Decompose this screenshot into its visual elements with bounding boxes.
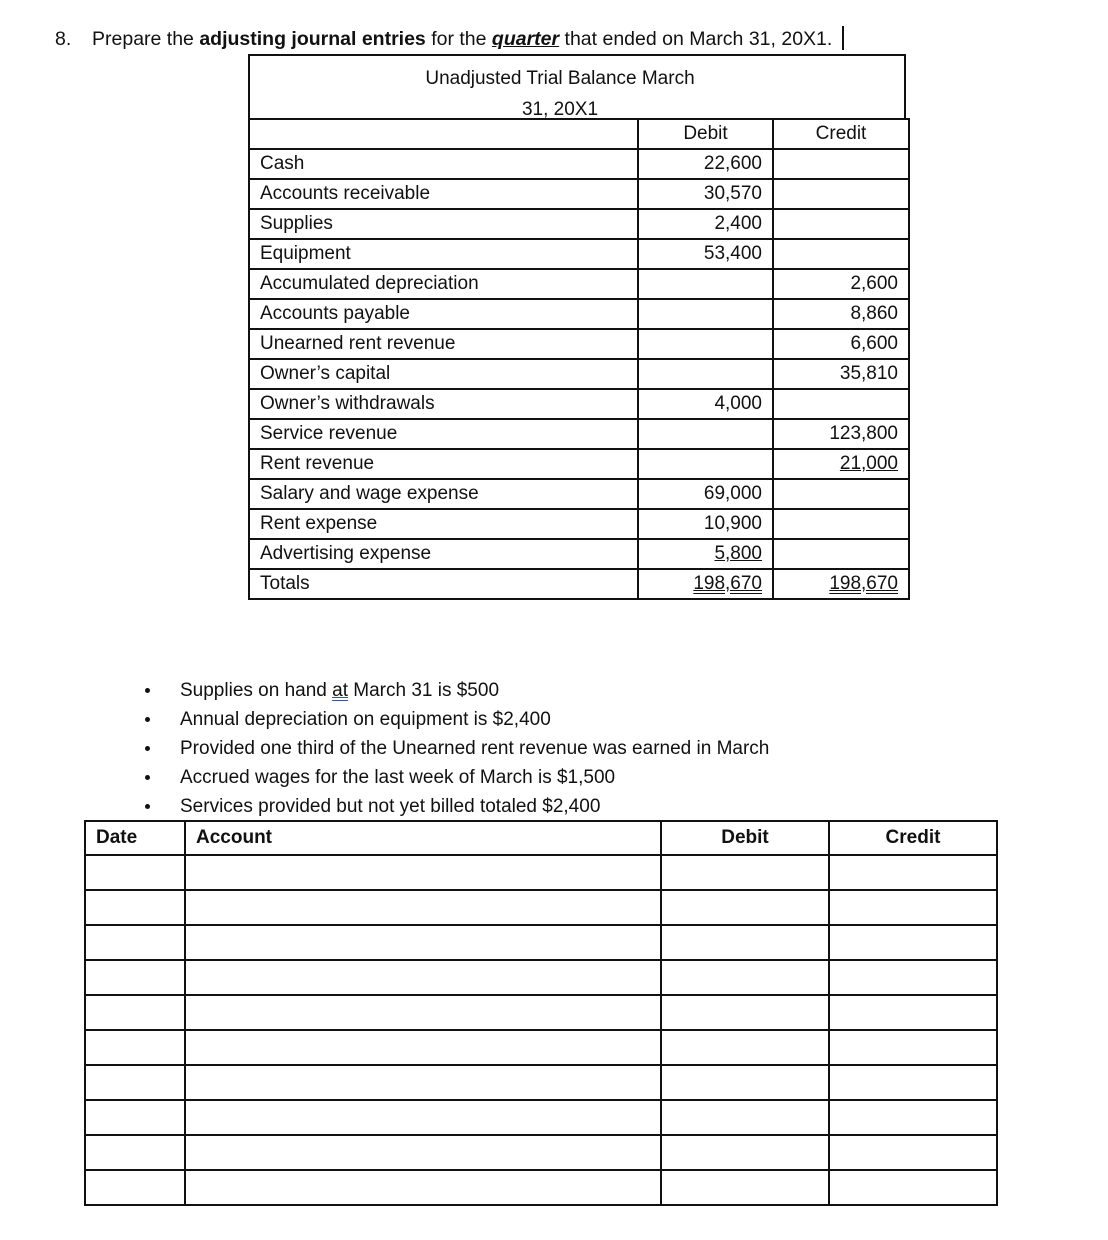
account-cell[interactable] <box>185 1170 661 1205</box>
debit-cell[interactable] <box>661 1065 829 1100</box>
journal-header-account: Account <box>185 821 661 855</box>
table-row <box>249 209 909 239</box>
account-name: Unearned rent revenue <box>249 329 638 359</box>
credit-amount <box>773 389 909 419</box>
journal-header-row <box>85 821 997 855</box>
debit-amount <box>638 269 773 299</box>
text-cursor <box>842 26 844 50</box>
bullet-icon <box>145 688 150 693</box>
account-cell[interactable] <box>185 995 661 1030</box>
debit-amount: 4,000 <box>638 389 773 419</box>
credit-amount: 123,800 <box>773 419 909 449</box>
credit-amount <box>773 209 909 239</box>
list-item <box>140 705 769 734</box>
account-name: Cash <box>249 149 638 179</box>
bullet-icon <box>145 746 150 751</box>
account-name: Accounts receivable <box>249 179 638 209</box>
credit-amount <box>773 479 909 509</box>
fact-text: Supplies on hand <box>180 680 327 701</box>
bullet-icon <box>145 775 150 780</box>
account-cell[interactable] <box>185 960 661 995</box>
journal-entry-table <box>84 820 998 1206</box>
debit-cell[interactable] <box>661 1170 829 1205</box>
account-cell[interactable] <box>185 925 661 960</box>
list-item <box>140 676 769 705</box>
debit-amount: 53,400 <box>638 239 773 269</box>
credit-amount <box>773 239 909 269</box>
account-name: Accounts payable <box>249 299 638 329</box>
table-row <box>249 269 909 299</box>
trial-balance-title-line1: Unadjusted Trial Balance March <box>425 68 695 89</box>
account-name: Equipment <box>249 239 638 269</box>
debit-cell[interactable] <box>661 855 829 890</box>
credit-cell[interactable] <box>829 1065 997 1100</box>
journal-row[interactable] <box>85 960 997 995</box>
question-bold-phrase: adjusting journal entries <box>199 28 426 50</box>
credit-cell[interactable] <box>829 925 997 960</box>
adjustment-facts-list <box>140 676 769 821</box>
journal-row[interactable] <box>85 890 997 925</box>
table-row <box>249 149 909 179</box>
account-name: Owner’s capital <box>249 359 638 389</box>
account-cell[interactable] <box>185 1030 661 1065</box>
debit-cell[interactable] <box>661 1030 829 1065</box>
header-account <box>249 119 638 149</box>
credit-cell[interactable] <box>829 1170 997 1205</box>
total-credit-cell <box>773 569 909 599</box>
trial-balance-title-box <box>248 54 906 118</box>
trial-balance-header-row <box>249 119 909 149</box>
table-row <box>249 179 909 209</box>
total-debit: 198,670 <box>693 573 762 594</box>
table-row <box>249 539 909 569</box>
fact-text: Accrued wages for the last week of March is $1,500 <box>180 767 616 788</box>
debit-amount <box>638 299 773 329</box>
fact-text: Annual depreciation on equipment is $2,400 <box>180 709 551 730</box>
credit-amount: 2,600 <box>773 269 909 299</box>
table-row <box>249 509 909 539</box>
date-cell[interactable] <box>85 995 185 1030</box>
total-credit: 198,670 <box>829 573 898 594</box>
table-row <box>249 359 909 389</box>
credit-amount <box>773 539 909 569</box>
credit-amount: 6,600 <box>773 329 909 359</box>
journal-row[interactable] <box>85 995 997 1030</box>
credit-amount: 35,810 <box>773 359 909 389</box>
credit-cell[interactable] <box>829 855 997 890</box>
journal-row[interactable] <box>85 1030 997 1065</box>
header-debit: Debit <box>638 119 773 149</box>
journal-header-credit: Credit <box>829 821 997 855</box>
account-cell[interactable] <box>185 1065 661 1100</box>
trial-balance-table <box>248 118 910 600</box>
journal-row[interactable] <box>85 1135 997 1170</box>
fact-text: March 31 is $500 <box>353 680 500 701</box>
table-row <box>249 329 909 359</box>
fact-text: Provided one third of the Unearned rent revenue was earned in March <box>180 738 770 759</box>
account-name: Service revenue <box>249 419 638 449</box>
credit-amount <box>773 509 909 539</box>
debit-amount <box>638 419 773 449</box>
account-name: Rent expense <box>249 509 638 539</box>
debit-amount: 2,400 <box>638 209 773 239</box>
journal-row[interactable] <box>85 925 997 960</box>
account-cell[interactable] <box>185 1100 661 1135</box>
list-item <box>140 792 769 821</box>
credit-amount <box>773 179 909 209</box>
account-name: Advertising expense <box>249 539 638 569</box>
debit-amount: 69,000 <box>638 479 773 509</box>
trial-balance-title <box>250 63 870 125</box>
table-row <box>249 419 909 449</box>
totals-label: Totals <box>249 569 638 599</box>
credit-amount <box>773 149 909 179</box>
date-cell[interactable] <box>85 1100 185 1135</box>
fact-text-marked: at <box>332 680 348 701</box>
debit-amount: 10,900 <box>638 509 773 539</box>
question-number: 8. <box>55 28 72 50</box>
table-row <box>249 239 909 269</box>
credit-cell[interactable] <box>829 960 997 995</box>
account-name: Supplies <box>249 209 638 239</box>
date-cell[interactable] <box>85 925 185 960</box>
account-name: Salary and wage expense <box>249 479 638 509</box>
journal-header-date: Date <box>85 821 185 855</box>
date-cell[interactable] <box>85 1065 185 1100</box>
date-cell[interactable] <box>85 1135 185 1170</box>
table-row <box>249 449 909 479</box>
bullet-icon <box>145 717 150 722</box>
account-name: Rent revenue <box>249 449 638 479</box>
question-middle: for the <box>431 28 487 50</box>
debit-amount: 22,600 <box>638 149 773 179</box>
debit-cell[interactable] <box>661 925 829 960</box>
credit-amount: 8,860 <box>773 299 909 329</box>
question-prompt <box>55 26 844 51</box>
debit-cell[interactable] <box>661 890 829 925</box>
debit-amount <box>638 359 773 389</box>
total-debit-cell <box>638 569 773 599</box>
account-cell[interactable] <box>185 855 661 890</box>
credit-cell[interactable] <box>829 890 997 925</box>
date-cell[interactable] <box>85 890 185 925</box>
question-suffix: that ended on March 31, 20X1. <box>564 28 833 50</box>
debit-cell[interactable] <box>661 960 829 995</box>
credit-cell[interactable] <box>829 1135 997 1170</box>
list-item <box>140 734 769 763</box>
credit-amount-cell <box>773 449 909 479</box>
date-cell[interactable] <box>85 960 185 995</box>
debit-cell[interactable] <box>661 995 829 1030</box>
fact-text: Services provided but not yet billed totaled $2,400 <box>180 796 601 817</box>
account-name: Accumulated depreciation <box>249 269 638 299</box>
credit-cell[interactable] <box>829 995 997 1030</box>
credit-cell[interactable] <box>829 1030 997 1065</box>
header-credit: Credit <box>773 119 909 149</box>
totals-row <box>249 569 909 599</box>
journal-header-debit: Debit <box>661 821 829 855</box>
debit-amount: 5,800 <box>714 543 762 564</box>
question-prefix: Prepare the <box>92 28 194 50</box>
credit-amount: 21,000 <box>839 453 898 474</box>
journal-row[interactable] <box>85 1100 997 1135</box>
table-row <box>249 389 909 419</box>
trial-balance-title-line2: 31, 20X1 <box>521 99 599 120</box>
debit-amount <box>638 449 773 479</box>
debit-amount: 30,570 <box>638 179 773 209</box>
table-row <box>249 299 909 329</box>
debit-cell[interactable] <box>661 1100 829 1135</box>
date-cell[interactable] <box>85 855 185 890</box>
debit-cell[interactable] <box>661 1135 829 1170</box>
list-item <box>140 763 769 792</box>
bullet-icon <box>145 804 150 809</box>
debit-amount <box>638 329 773 359</box>
debit-amount-cell <box>638 539 773 569</box>
question-keyword: quarter <box>491 28 560 50</box>
account-cell[interactable] <box>185 1135 661 1170</box>
credit-cell[interactable] <box>829 1100 997 1135</box>
date-cell[interactable] <box>85 1170 185 1205</box>
account-cell[interactable] <box>185 890 661 925</box>
journal-row[interactable] <box>85 1170 997 1205</box>
journal-row[interactable] <box>85 855 997 890</box>
table-row <box>249 479 909 509</box>
journal-row[interactable] <box>85 1065 997 1100</box>
account-name: Owner’s withdrawals <box>249 389 638 419</box>
date-cell[interactable] <box>85 1030 185 1065</box>
